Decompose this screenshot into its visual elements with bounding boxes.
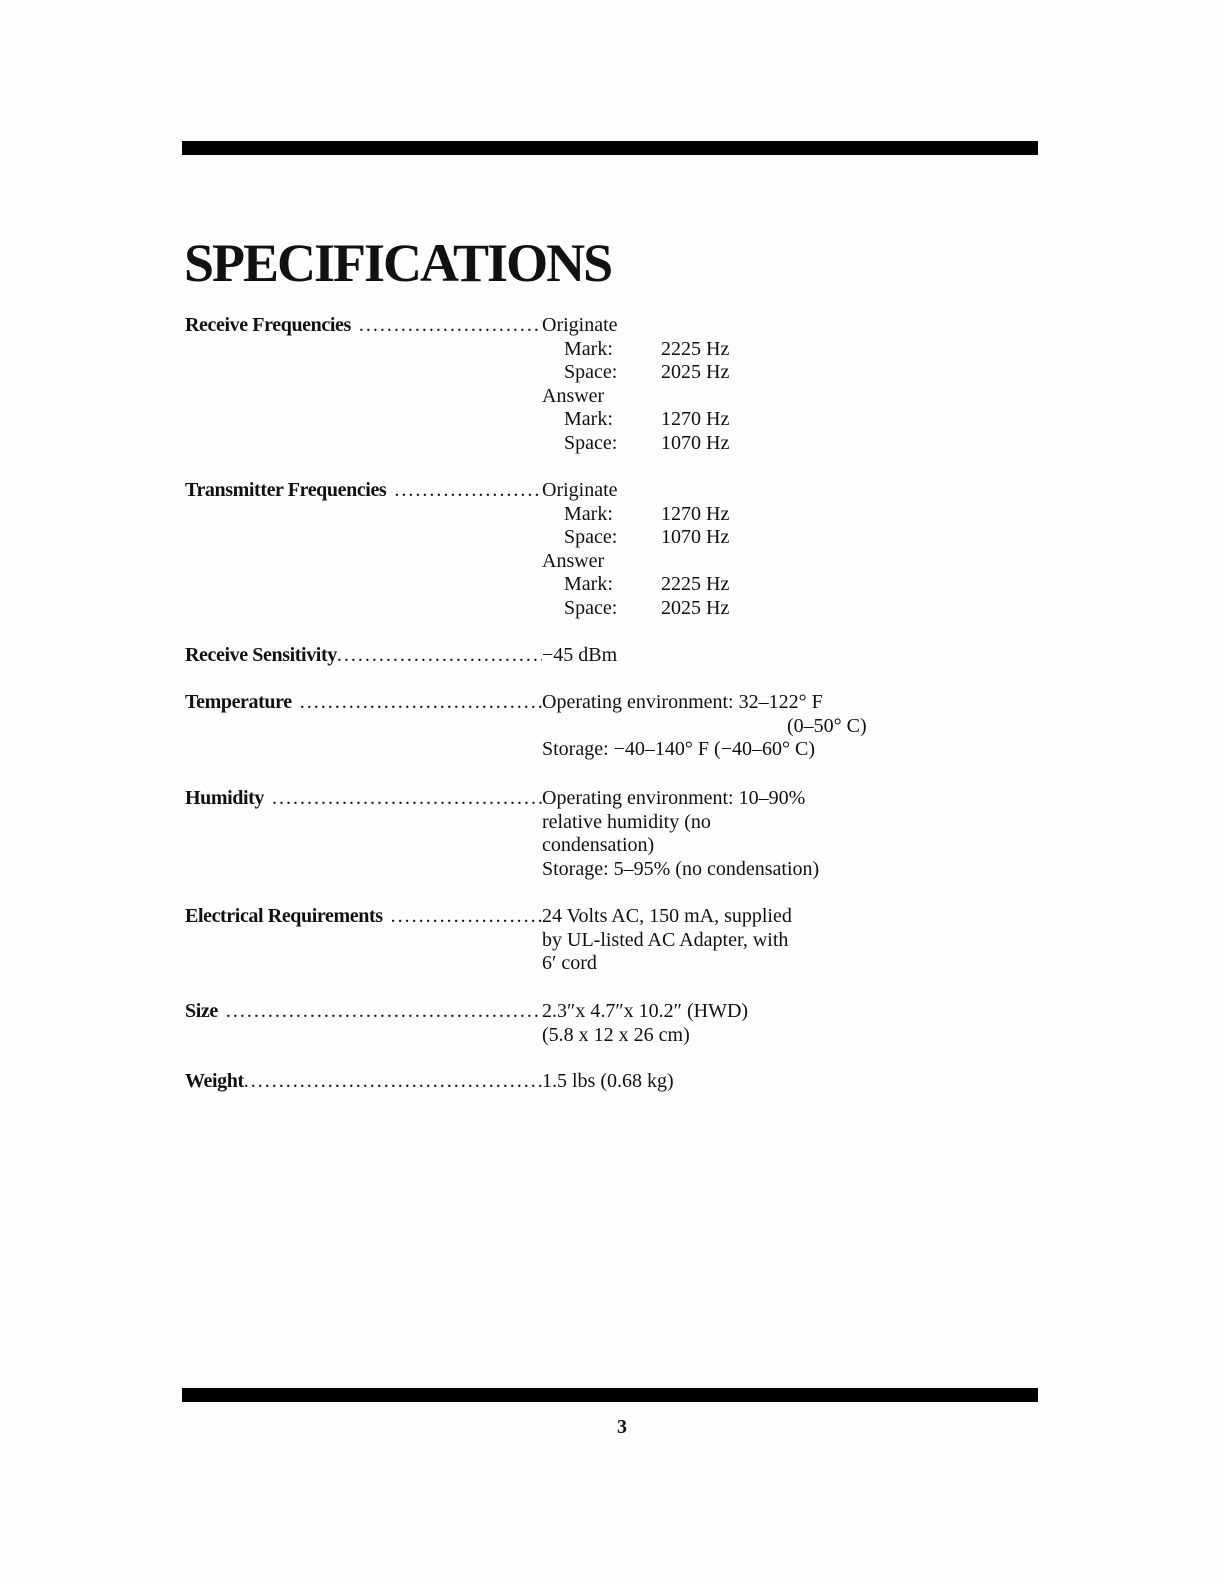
- spec-temperature: [185, 691, 885, 762]
- spec-value: [542, 787, 885, 881]
- freq-value: 2025 Hz: [661, 361, 730, 384]
- page-number: 3: [617, 1416, 627, 1438]
- dot-leader: [300, 691, 542, 715]
- spec-value: [542, 691, 885, 762]
- freq-row: [542, 408, 885, 432]
- mode-answer: Answer: [542, 549, 605, 572]
- freq-key: Mark:: [564, 408, 613, 431]
- dot-leader: [359, 314, 542, 338]
- freq-key: Mark:: [564, 573, 613, 596]
- spec-value-line: (5.8 x 12 x 26 cm): [542, 1023, 690, 1046]
- spec-value-line: 24 Volts AC, 150 mA, supplied: [542, 905, 792, 927]
- freq-row: [542, 432, 885, 456]
- freq-row: [542, 503, 885, 527]
- spec-value: [542, 1070, 885, 1094]
- freq-value: 1270 Hz: [661, 408, 730, 431]
- freq-row: [542, 573, 885, 597]
- mode-originate: Originate: [542, 479, 618, 501]
- spec-value-line: 2.3″x 4.7″x 10.2″ (HWD): [542, 1000, 749, 1022]
- spec-value-line: 6′ cord: [542, 952, 597, 975]
- freq-key: Space:: [564, 596, 618, 619]
- freq-value: 1070 Hz: [661, 526, 730, 549]
- spec-value-line: Operating environment: 10–90%: [542, 787, 806, 809]
- spec-value-line: Storage: −40–140° F (−40–60° C): [542, 738, 815, 761]
- spec-receive-frequencies: [185, 314, 885, 456]
- dot-leader: [394, 479, 542, 503]
- spec-label: Size: [185, 1000, 218, 1022]
- freq-row: [542, 338, 885, 362]
- spec-value: [542, 905, 885, 976]
- spec-size: [185, 1000, 885, 1047]
- spec-transmitter-frequencies: [185, 479, 885, 621]
- spec-value: [542, 479, 885, 621]
- freq-key: Mark:: [564, 337, 613, 360]
- freq-value: 2025 Hz: [661, 596, 730, 619]
- top-rule: [182, 141, 1038, 155]
- spec-receive-sensitivity: [185, 644, 885, 668]
- freq-value: 1270 Hz: [661, 502, 730, 525]
- bottom-rule: [182, 1388, 1038, 1402]
- spec-humidity: [185, 787, 885, 881]
- spec-label: Weight: [185, 1070, 244, 1092]
- freq-key: Space:: [564, 361, 618, 384]
- spec-value-line: relative humidity (no: [542, 810, 711, 833]
- spec-label: Humidity: [185, 787, 265, 809]
- spec-value-line: Storage: 5–95% (no condensation): [542, 857, 820, 880]
- spec-label: Receive Sensitivity: [185, 644, 337, 666]
- freq-row: [542, 526, 885, 550]
- spec-value-line: Operating environment: 32–122° F: [542, 691, 823, 713]
- spec-electrical-requirements: [185, 905, 885, 976]
- freq-row: [542, 361, 885, 385]
- spec-value-line: −45 dBm: [542, 644, 618, 666]
- freq-key: Space:: [564, 431, 618, 454]
- freq-row: [542, 597, 885, 621]
- freq-key: Mark:: [564, 502, 613, 525]
- freq-value: 2225 Hz: [661, 573, 730, 596]
- freq-value: 2225 Hz: [661, 337, 730, 360]
- spec-value-line: by UL-listed AC Adapter, with: [542, 928, 789, 951]
- dot-leader: [272, 787, 542, 811]
- spec-label: Electrical Requirements: [185, 905, 383, 927]
- freq-key: Space:: [564, 526, 618, 549]
- spec-weight: [185, 1070, 885, 1094]
- mode-originate: Originate: [542, 314, 618, 336]
- page-title: SPECIFICATIONS: [184, 233, 612, 293]
- spec-value-line: (0–50° C): [787, 714, 867, 737]
- freq-value: 1070 Hz: [661, 431, 730, 454]
- dot-leader: [337, 644, 542, 668]
- spec-label: Receive Frequencies: [185, 314, 351, 336]
- spec-value: [542, 644, 885, 668]
- dot-leader: [391, 905, 542, 929]
- mode-answer: Answer: [542, 384, 605, 407]
- spec-value: [542, 1000, 885, 1047]
- spec-label: Transmitter Frequencies: [185, 479, 387, 501]
- spec-label: Temperature: [185, 691, 292, 713]
- spec-value-line: 1.5 lbs (0.68 kg): [542, 1070, 674, 1092]
- spec-value: [542, 314, 885, 456]
- dot-leader: [226, 1000, 542, 1024]
- dot-leader: [244, 1070, 542, 1094]
- spec-value-line: condensation): [542, 834, 655, 857]
